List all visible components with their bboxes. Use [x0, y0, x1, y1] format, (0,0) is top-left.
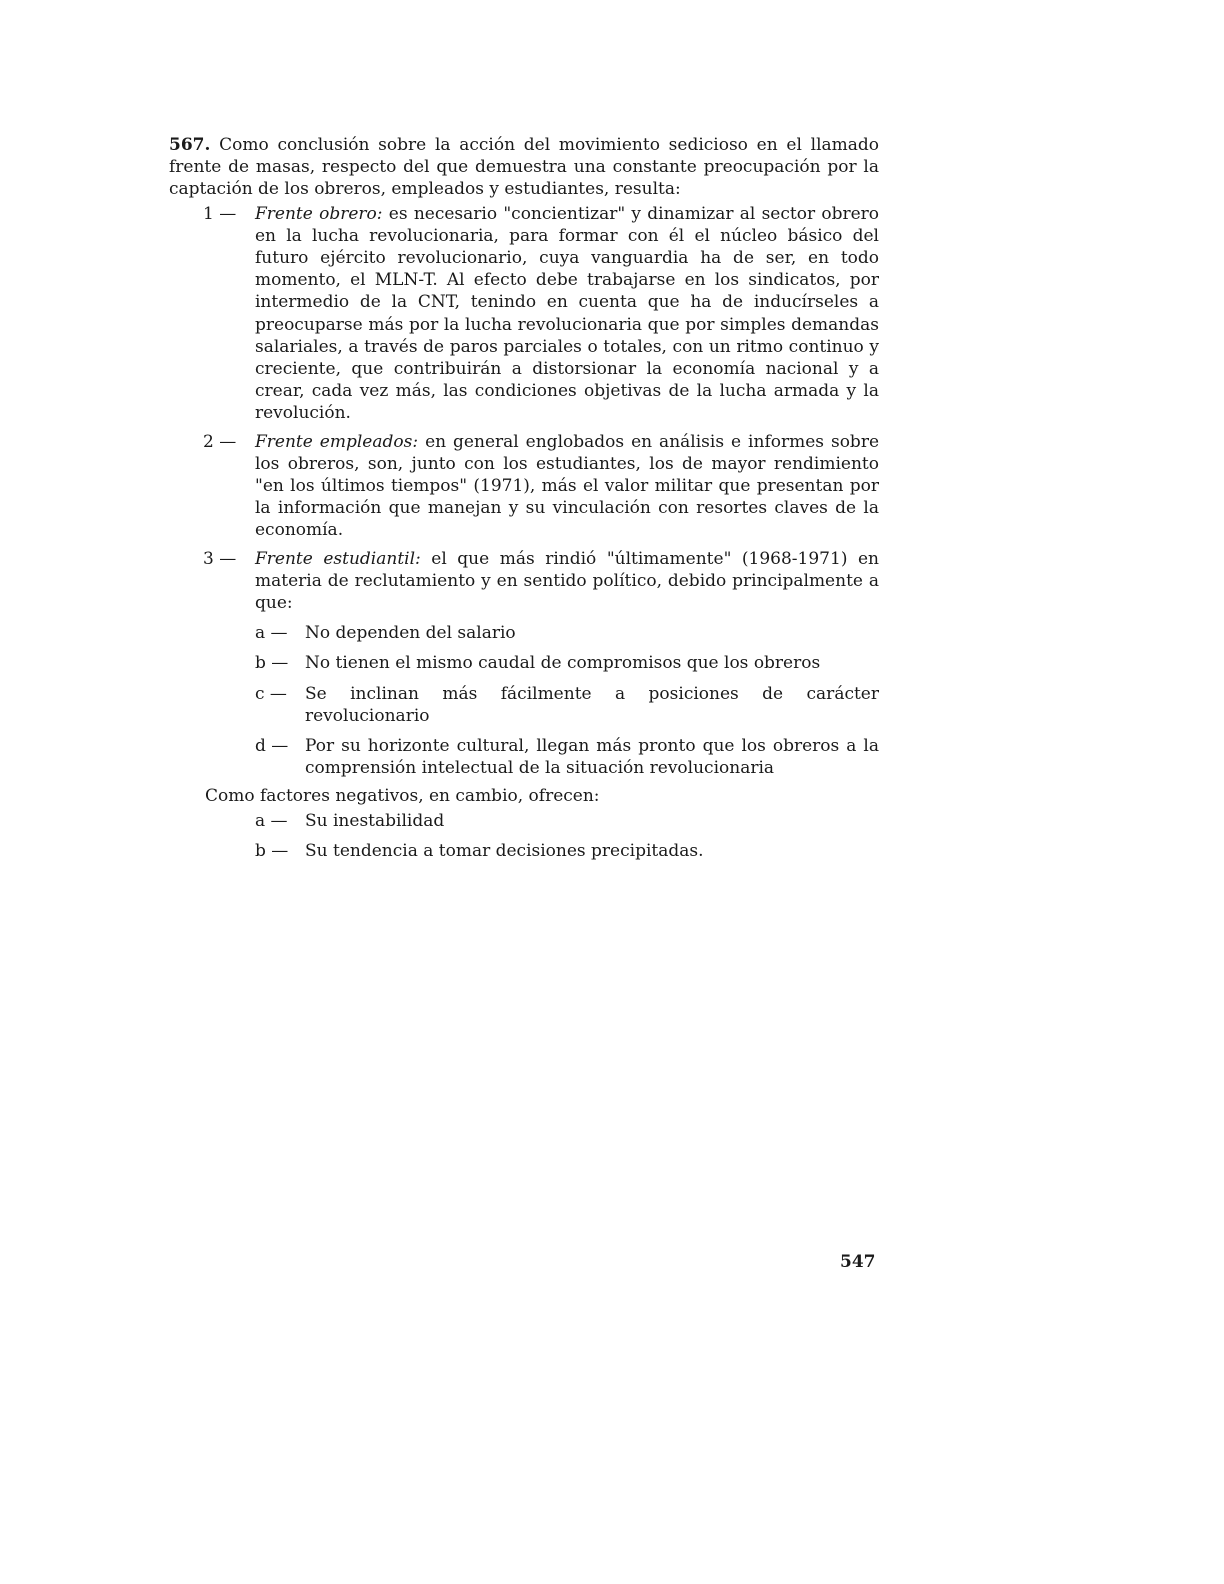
subitem-label: c —: [255, 683, 287, 704]
item-label: 2 —: [203, 431, 237, 452]
item-frente-empleados: [203, 431, 880, 542]
item-frente-obrero: [203, 203, 880, 425]
item-frente-estudiantil: [203, 548, 879, 615]
subitem-text: Su tendencia a tomar decisiones precipitadas.: [305, 840, 704, 861]
subitem-label: b —: [255, 840, 289, 861]
subitem-text: Su inestabilidad: [305, 810, 445, 831]
subitem-label: b —: [255, 653, 289, 674]
item-text: en general englobados en análisis e informes sobre los obreros, son, junto con los estudiantes, los de mayor rendimiento "en los últimos tiempos" (1971), más el valor militar que presentan por la información que manejan y su vinculación con resortes claves de la economía.: [255, 431, 880, 541]
subitem-label: a —: [255, 623, 288, 644]
negative-factors-intro: Como factores negativos, en cambio, ofrecen:: [205, 786, 600, 807]
subitem-text: No tienen el mismo caudal de compromisos que los obreros: [305, 653, 821, 674]
negative-item-a: [255, 810, 879, 832]
subitem-a: [255, 622, 879, 644]
item-term: Frente empleados:: [255, 431, 419, 452]
item-label: 1 —: [203, 203, 237, 224]
subitem-b: [255, 652, 879, 674]
paragraph-567: [169, 134, 879, 201]
paragraph-text: Como conclusión sobre la acción del movimiento sedicioso en el llamado frente de masas, respecto del que demuestra una constante preocupación por la captación de los obreros, empleados y estudiantes, resulta:: [169, 135, 880, 200]
subitem-c: [255, 683, 879, 727]
item-term: Frente estudiantil:: [255, 548, 421, 569]
item-text: el que más rindió "últimamente" (1968-1971) en materia de reclutamiento y en sentido político, debido principalmente a que:: [255, 548, 879, 614]
negative-factors: [169, 785, 879, 862]
paragraph-number: 567.: [169, 135, 211, 155]
subitem-label: a —: [255, 810, 288, 831]
item-text: es necesario "concientizar" y dinamizar al sector obrero en la lucha revolucionaria, para formar con él el núcleo básico del futuro ejército revolucionario, cuya vanguardia ha de ser, en todo momento, el MLN-T. Al efecto debe trabajarse en los sindicatos, por intermedio de la CNT, tenindo en cuenta que ha de inducírseles a preocuparse más por la lucha revolucionaria que por simples demandas salariales, a través de paros parciales o totales, con un ritmo continuo y creciente, que contribuirán a distorsionar la economía nacional y a crear, cada vez más, las condiciones objetivas de la lucha armada y la revolución.: [255, 203, 880, 424]
subitem-text: Se inclinan más fácilmente a posiciones de carácter revolucionario: [305, 683, 879, 726]
page-number: 547: [840, 1252, 876, 1272]
subitem-d: [255, 735, 879, 779]
body-text: [169, 134, 879, 862]
negative-item-b: [255, 840, 879, 862]
subitem-text: No dependen del salario: [305, 623, 516, 644]
item-term: Frente obrero:: [255, 203, 383, 224]
subitem-text: Por su horizonte cultural, llegan más pronto que los obreros a la comprensión intelectual de la situación revolucionaria: [305, 736, 879, 779]
item-label: 3 —: [203, 548, 237, 569]
subitem-label: d —: [255, 736, 289, 757]
